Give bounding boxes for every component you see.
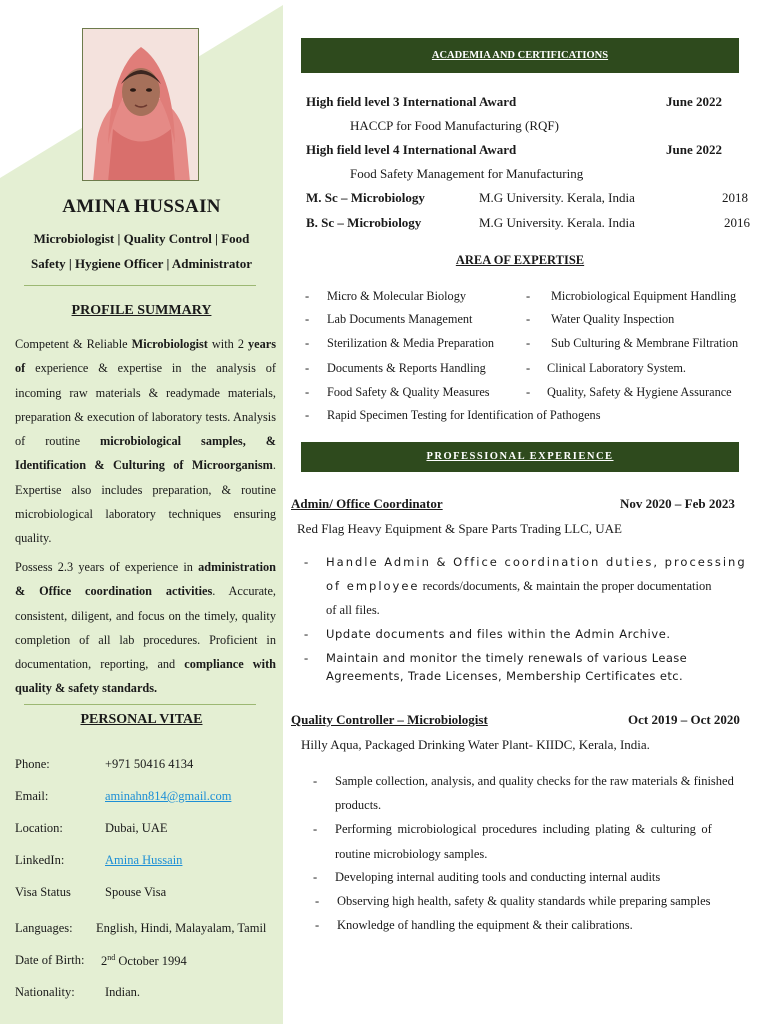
degree-1-university: M.G University. Kerala, India	[479, 190, 635, 205]
expertise-left-item: Lab Documents Management	[327, 312, 473, 326]
job-2-bullet-2: Performing microbiological procedures including plating & culturing of	[335, 822, 712, 836]
expertise-right-item: Water Quality Inspection	[551, 312, 675, 326]
expertise-right-item: Microbiological Equipment Handling	[551, 289, 737, 303]
vitae-visa-row	[15, 885, 280, 905]
dash-marker: -	[304, 555, 309, 569]
cert-2-date: June 2022	[666, 142, 722, 157]
expertise-left-item: Food Safety & Quality Measures	[327, 385, 490, 399]
profile-photo	[82, 28, 199, 181]
academia-heading: ACADEMIA AND CERTIFICATIONS	[431, 50, 609, 61]
job-1-title: Admin/ Office Coordinator	[291, 496, 443, 511]
cert-1-subtitle: HACCP for Food Manufacturing (RQF)	[350, 118, 559, 133]
job-1-bullet-3-cont: Agreements, Trade Licenses, Membership Certificates etc.	[326, 669, 684, 683]
job-1-bullet-1: Handle Admin & Office coordination duties, processing	[326, 555, 747, 569]
candidate-name: AMINA HUSSAIN	[62, 196, 221, 217]
nationality-label: Nationality:	[15, 985, 75, 999]
expertise-right-item: Sub Culturing & Membrane Filtration	[551, 336, 739, 350]
dob-value: 2nd October 1994	[101, 953, 187, 969]
profile-summary-paragraph-1: Competent & Reliable Microbiologist with 2 years of experience & expertise in the analysis of incoming raw materials & readymade materials, preparation & execution of laboratory tests. Analysis of routine microbiological samples, & Identification & Culturing of Microorganism. Expertise also includes preparation, & routine microbiological laboratory techniques ensuring quality.	[15, 337, 276, 546]
tagline-line-2: Safety | Hygiene Officer | Administrator	[30, 256, 253, 271]
nationality-value: Indian.	[105, 985, 141, 999]
location-label: Location:	[15, 821, 63, 835]
phone-value: +971 50416 4134	[105, 757, 194, 771]
degree-2-year: 2016	[724, 215, 750, 230]
cert-1-title: High field level 3 International Award	[306, 94, 517, 109]
job-2-title: Quality Controller – Microbiologist	[291, 712, 488, 727]
job-1-bullet-3: Maintain and monitor the timely renewals of various Lease	[326, 651, 688, 665]
expertise-right-item: Clinical Laboratory System.	[547, 361, 686, 375]
dob-label: Date of Birth:	[15, 953, 85, 967]
dash-marker: -	[526, 361, 531, 375]
dash-marker: -	[315, 894, 320, 908]
vitae-nationality-row	[15, 985, 280, 1005]
visa-label: Visa Status	[15, 885, 71, 899]
dash-marker: -	[526, 336, 531, 350]
job-1-bullet-1-cont: of all files.	[326, 603, 380, 617]
degree-2-title: B. Sc – Microbiology	[306, 215, 422, 230]
dash-marker: -	[313, 774, 318, 788]
vitae-email-row	[15, 789, 280, 809]
dash-marker: -	[305, 336, 310, 350]
job-2-company: Hilly Aqua, Packaged Drinking Water Plant- KIIDC, Kerala, India.	[301, 737, 650, 752]
dash-marker: -	[305, 361, 310, 375]
dash-marker: -	[305, 289, 310, 303]
experience-heading-bar	[301, 442, 739, 472]
visa-value: Spouse Visa	[105, 885, 167, 899]
job-1-dates: Nov 2020 – Feb 2023	[620, 496, 735, 511]
languages-value: English, Hindi, Malayalam, Tamil	[96, 921, 267, 935]
expertise-left-item: Rapid Specimen Testing for Identification of Pathogens	[327, 408, 601, 422]
dash-marker: -	[305, 385, 310, 399]
linkedin-link[interactable]: Amina Hussain	[105, 853, 183, 867]
degree-1-title: M. Sc – Microbiology	[306, 190, 425, 205]
dash-marker: -	[526, 385, 531, 399]
expertise-heading: AREA OF EXPERTISE	[455, 253, 585, 267]
dash-marker: -	[313, 822, 318, 836]
dash-marker: -	[305, 312, 310, 326]
dash-marker: -	[304, 627, 309, 641]
job-1-bullet-2: Update documents and files within the Admin Archive.	[326, 627, 671, 641]
job-2-bullet-1-cont: products.	[335, 798, 382, 812]
vitae-dob-row	[15, 953, 280, 973]
expertise-left-item: Documents & Reports Handling	[327, 361, 486, 375]
job-1-bullet-1-cont: of employee records/documents, & maintain the proper documentation	[326, 579, 712, 593]
email-label: Email:	[15, 789, 49, 803]
vitae-linkedin-row	[15, 853, 280, 873]
cert-2-subtitle: Food Safety Management for Manufacturing	[350, 166, 584, 181]
email-link[interactable]: aminahn814@gmail.com	[105, 789, 232, 803]
left-sidebar	[0, 0, 283, 1024]
dash-marker: -	[526, 289, 531, 303]
job-2-dates: Oct 2019 – Oct 2020	[628, 712, 740, 727]
dash-marker: -	[305, 408, 310, 422]
job-2-bullet-4: Observing high health, safety & quality standards while preparing samples	[337, 894, 711, 908]
job-2-bullet-5: Knowledge of handling the equipment & their calibrations.	[337, 918, 633, 932]
candidate-tagline	[12, 226, 271, 276]
dash-marker: -	[526, 312, 531, 326]
vitae-location-row	[15, 821, 280, 841]
job-2-bullet-3: Developing internal auditing tools and conducting internal audits	[335, 870, 661, 884]
degree-2-university: M.G University. Kerala. India	[479, 215, 635, 230]
phone-label: Phone:	[15, 757, 50, 771]
academia-heading-bar	[301, 38, 739, 73]
job-2-bullet-1: Sample collection, analysis, and quality checks for the raw materials & finished	[335, 774, 734, 788]
linkedin-label: LinkedIn:	[15, 853, 65, 867]
expertise-right-item: Quality, Safety & Hygiene Assurance	[547, 385, 732, 399]
location-value: Dubai, UAE	[105, 821, 168, 835]
languages-label: Languages:	[15, 921, 73, 935]
expertise-left-item: Sterilization & Media Preparation	[327, 336, 494, 350]
tagline-line-1: Microbiologist | Quality Control | Food	[33, 231, 250, 246]
job-2-bullet-2-cont: routine microbiology samples.	[335, 847, 488, 861]
profile-summary-heading: PROFILE SUMMARY	[71, 303, 212, 318]
degree-1-year: 2018	[722, 190, 748, 205]
job-1-company: Red Flag Heavy Equipment & Spare Parts Trading LLC, UAE	[297, 521, 622, 536]
cert-2-title: High field level 4 International Award	[306, 142, 517, 157]
expertise-left-item: Micro & Molecular Biology	[327, 289, 467, 303]
experience-heading: PROFESSIONAL EXPERIENCE	[426, 451, 614, 462]
dash-marker: -	[313, 870, 318, 884]
personal-vitae-heading: PERSONAL VITAE	[80, 712, 203, 727]
divider	[24, 285, 256, 286]
dash-marker: -	[304, 651, 309, 665]
vitae-phone-row	[15, 757, 280, 777]
cert-1-date: June 2022	[666, 94, 722, 109]
divider	[24, 704, 256, 705]
vitae-languages-row	[15, 921, 280, 941]
dash-marker: -	[315, 918, 320, 932]
profile-summary-paragraph-2: Possess 2.3 years of experience in administration & Office coordination activities. Accurate, consistent, diligent, and focus on the timely, quality completion of all lab procedures. Proficient in documentation, reporting, and compliance with quality & safety standards.	[15, 560, 277, 696]
